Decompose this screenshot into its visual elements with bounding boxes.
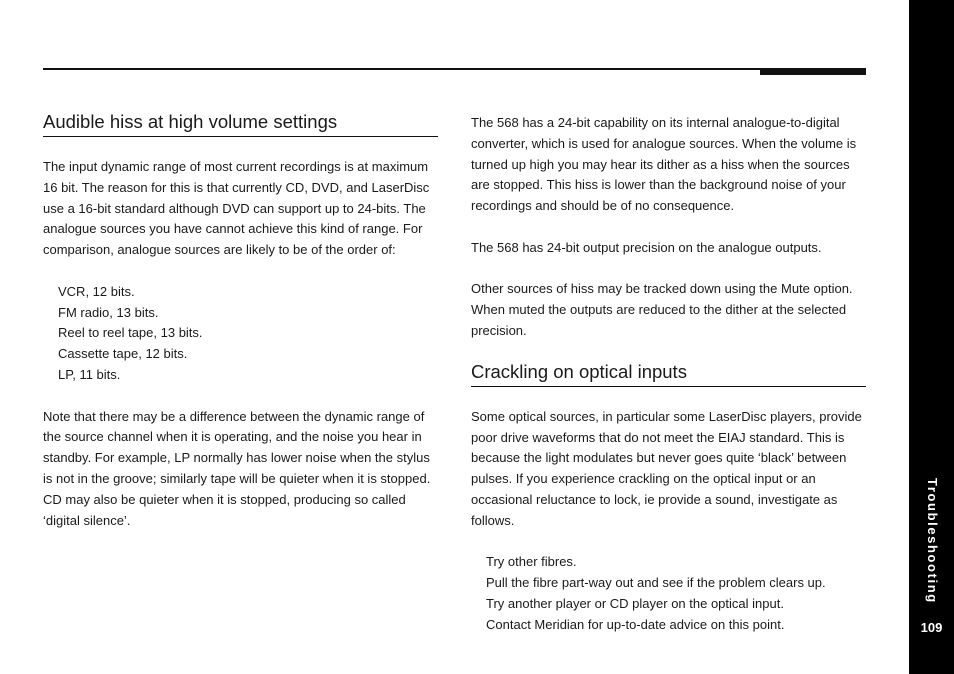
top-rule: [43, 68, 866, 70]
mute-paragraph: Other sources of hiss may be tracked down using the Mute option. When muted the outputs are reduced to the dither at the selected precision.: [471, 281, 853, 338]
page-number: 109: [920, 620, 943, 635]
list-item: VCR, 12 bits.: [58, 283, 135, 299]
right-column: [471, 113, 866, 636]
list-item: LP, 11 bits.: [58, 366, 121, 382]
list-item: Reel to reel tape, 13 bits.: [58, 325, 203, 341]
adc-paragraph: The 568 has a 24-bit capability on its internal analogue-to-digital converter, which is used for analogue sources. When the volume is turned up high you may hear its dither as a hiss when the sources are stopped. This hiss is lower than the background noise of your recordings and should be of no consequence.: [471, 115, 857, 214]
hiss-intro-paragraph: The input dynamic range of most current recordings is at maximum 16 bit. The reason for this is that currently CD, DVD, and LaserDisc use a 16-bit standard although DVD can support up to 24-bits. The analogue sources you have cannot achieve this kind of range. For comparison, analogue sources are likely to be of the order of:: [43, 159, 430, 258]
output-precision-paragraph: The 568 has 24-bit output precision on the analogue outputs.: [471, 239, 822, 255]
list-item: Pull the fibre part-way out and see if the problem clears up.: [486, 575, 826, 591]
top-rule-accent: [760, 68, 866, 75]
section-heading-crackling: Crackling on optical inputs: [471, 358, 866, 387]
analogue-sources-list: [43, 282, 438, 386]
section-heading-hiss: Audible hiss at high volume settings: [43, 108, 438, 137]
troubleshooting-steps-list: [471, 552, 866, 635]
list-item: Try other fibres.: [486, 554, 577, 570]
optical-paragraph: Some optical sources, in particular some LaserDisc players, provide poor drive waveforms that do not meet the EIAJ standard. This is because the light modulates but never goes quite ‘black’ between pulses. If you experience crackling on the optical input or an occasional reluctance to lock, ie provide a sound, investigate as follows.: [471, 408, 862, 528]
standby-noise-paragraph: Note that there may be a difference between the dynamic range of the source channel when it is operating, and the noise you hear in standby. For example, LP normally has lower noise when the stylus is not in the groove; similarly tape will be quieter when it is stopped. CD may also be quieter when it is stopped, producing so called ‘digital silence’.: [43, 408, 431, 528]
list-item: Cassette tape, 12 bits.: [58, 346, 188, 362]
list-item: Try another player or CD player on the optical input.: [486, 595, 784, 611]
list-item: Contact Meridian for up-to-date advice on this point.: [486, 616, 785, 632]
left-column: [43, 108, 438, 531]
chapter-label: Troubleshooting: [925, 478, 940, 604]
list-item: FM radio, 13 bits.: [58, 304, 159, 320]
